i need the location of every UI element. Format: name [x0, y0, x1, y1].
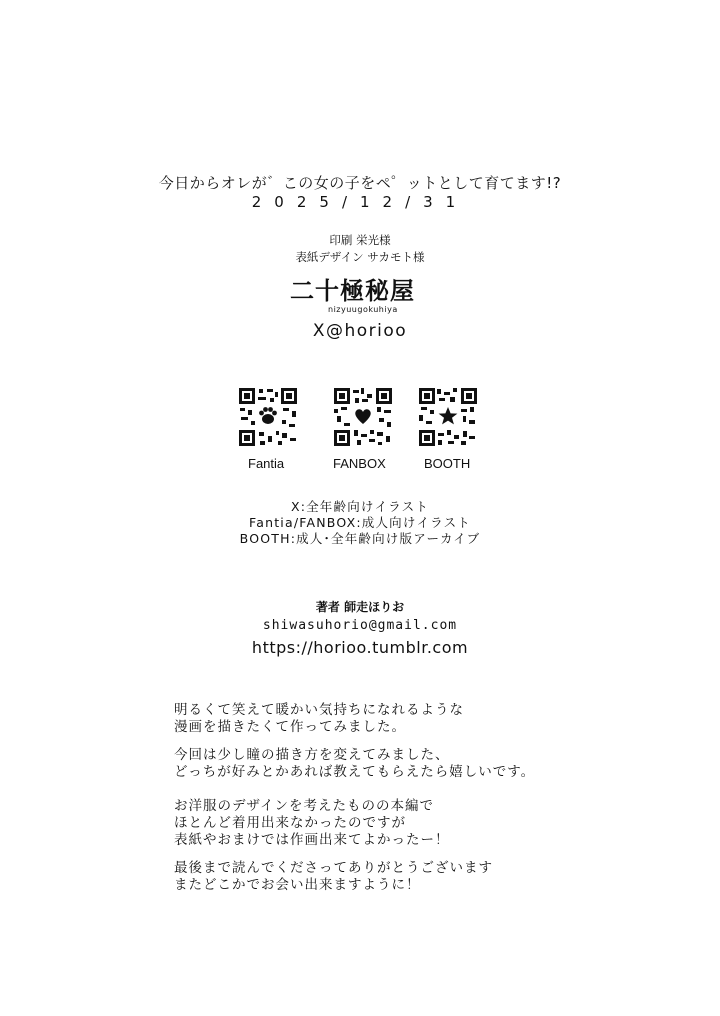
- afterword-line: ほとんど着用出来なかったのですが: [174, 815, 406, 831]
- afterword-line: お洋服のデザインを考えたものの本編で: [174, 798, 435, 814]
- afterword-line: 漫画を描きたくて作ってみました。: [174, 719, 406, 735]
- afterword-line: 表紙やおまけでは作画出来てよかったー！: [174, 832, 450, 848]
- afterword-line: 明るくて笑えて暖かい気持ちになれるような: [174, 702, 464, 718]
- fanbox-qr-code[interactable]: [332, 386, 394, 448]
- note-booth: BOOTH:成人･全年齢向け版アーカイブ: [239, 531, 481, 546]
- note-x: X:全年齢向けイラスト: [290, 499, 430, 514]
- note-fantia-fanbox: Fantia/FANBOX:成人向けイラスト: [248, 515, 471, 530]
- publication-date: 2025/12/31: [251, 193, 469, 211]
- afterword-line: どっちが好みとかあれば教えてもらえたら嬉しいです。: [174, 764, 536, 780]
- author-email[interactable]: shiwasuhorio@gmail.com: [262, 618, 458, 633]
- x-handle[interactable]: X@horioo: [312, 321, 408, 341]
- qr-code-graphic: [417, 386, 479, 448]
- qr-code-graphic: [332, 386, 394, 448]
- booth-qr-code[interactable]: [417, 386, 479, 448]
- fantia-label: Fantia: [248, 456, 285, 471]
- booth-label: BOOTH: [424, 456, 471, 471]
- qr-code-graphic: [237, 386, 299, 448]
- book-title: 今日からオレが゛この女の子をペ゜ットとして育てます!?: [158, 174, 562, 192]
- circle-logo-romaji: nizyuugokuhiya: [328, 305, 398, 314]
- fantia-qr-code[interactable]: [237, 386, 299, 448]
- afterword-line: 最後まで読んでくださってありがとうございます: [174, 860, 493, 876]
- author-url[interactable]: https://horioo.tumblr.com: [251, 638, 469, 657]
- author-name: 著者 師走ほりお: [315, 600, 405, 614]
- cover-design-credit: 表紙デザイン サカモト様: [295, 250, 425, 264]
- printing-credit: 印刷 栄光様: [329, 233, 391, 247]
- circle-logo: [290, 278, 440, 318]
- afterword-line: またどこかでお会い出来ますように！: [174, 877, 421, 893]
- afterword-line: 今回は少し瞳の描き方を変えてみました、: [174, 747, 450, 763]
- fanbox-label: FANBOX: [333, 456, 386, 471]
- circle-logo-name: 二十極秘屋: [290, 277, 415, 305]
